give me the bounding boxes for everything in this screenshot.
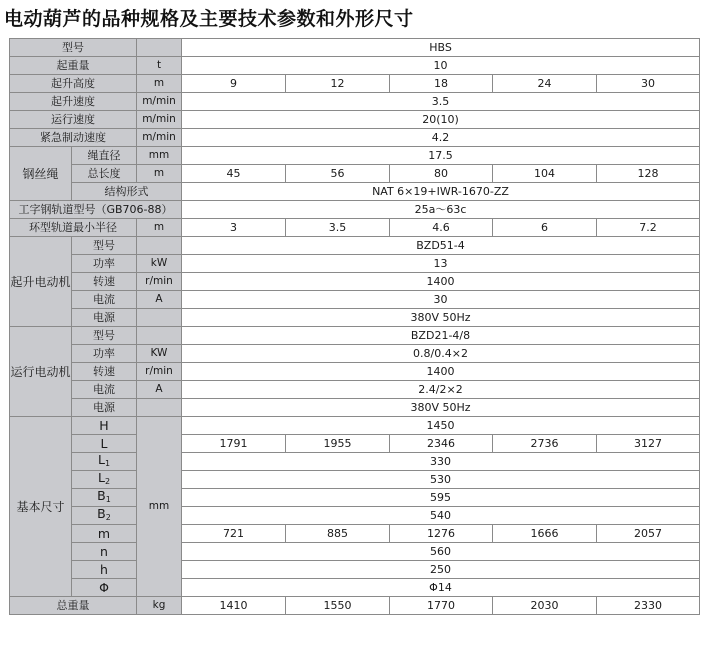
group-label-dimensions: 基本尺寸 xyxy=(10,417,72,597)
unit-cell xyxy=(137,327,182,345)
value-cell: 1666 xyxy=(493,525,597,543)
table-row xyxy=(10,183,700,201)
value-cell: 1400 xyxy=(182,363,700,381)
value-cell: 2057 xyxy=(597,525,700,543)
value-cell: 3.5 xyxy=(182,93,700,111)
table-row xyxy=(10,255,700,273)
value-cell: BZD21-4/8 xyxy=(182,327,700,345)
value-cell: 30 xyxy=(597,75,700,93)
value-cell: 885 xyxy=(286,525,390,543)
value-cell: 330 xyxy=(182,453,700,471)
row-label: 结构形式 xyxy=(72,183,182,201)
value-cell: 18 xyxy=(390,75,493,93)
row-label: 功率 xyxy=(72,345,137,363)
value-cell: 30 xyxy=(182,291,700,309)
unit-cell: m xyxy=(137,165,182,183)
row-label: L xyxy=(72,435,137,453)
row-label: 起升速度 xyxy=(10,93,137,111)
unit-cell xyxy=(137,309,182,327)
unit-cell: t xyxy=(137,57,182,75)
row-label: 电源 xyxy=(72,309,137,327)
table-row xyxy=(10,345,700,363)
unit-cell: kg xyxy=(137,597,182,615)
row-label: Φ xyxy=(72,579,137,597)
table-row xyxy=(10,363,700,381)
row-label: $B_2$ xyxy=(72,507,137,525)
table-row xyxy=(10,381,700,399)
row-label: 电源 xyxy=(72,399,137,417)
value-cell: 1400 xyxy=(182,273,700,291)
group-label-rope: 钢丝绳 xyxy=(10,147,72,201)
row-label: 起重量 xyxy=(10,57,137,75)
unit-cell xyxy=(137,39,182,57)
unit-cell: m xyxy=(137,75,182,93)
value-cell: 4.2 xyxy=(182,129,700,147)
row-label: 型号 xyxy=(10,39,137,57)
table-row xyxy=(10,399,700,417)
table-row xyxy=(10,309,700,327)
unit-cell: r/min xyxy=(137,363,182,381)
value-cell: 24 xyxy=(493,75,597,93)
unit-cell: m/min xyxy=(137,129,182,147)
value-cell: 4.6 xyxy=(390,219,493,237)
value-cell: 9 xyxy=(182,75,286,93)
table-row xyxy=(10,129,700,147)
row-label: $L_2$ xyxy=(72,471,137,489)
value-cell: 2030 xyxy=(493,597,597,615)
unit-cell: mm xyxy=(137,417,182,597)
row-label: 型号 xyxy=(72,327,137,345)
table-row xyxy=(10,219,700,237)
table-row xyxy=(10,579,700,597)
value-cell: 17.5 xyxy=(182,147,700,165)
row-label: 起升高度 xyxy=(10,75,137,93)
row-label: 电流 xyxy=(72,381,137,399)
table-row xyxy=(10,165,700,183)
value-cell: NAT 6×19+IWR-1670-ZZ xyxy=(182,183,700,201)
value-cell: 1276 xyxy=(390,525,493,543)
row-label: $B_1$ xyxy=(72,489,137,507)
value-cell: 530 xyxy=(182,471,700,489)
table-row xyxy=(10,597,700,615)
table-row xyxy=(10,453,700,471)
row-label: 紧急制动速度 xyxy=(10,129,137,147)
value-cell: 12 xyxy=(286,75,390,93)
row-label: 功率 xyxy=(72,255,137,273)
value-cell: 380V 50Hz xyxy=(182,399,700,417)
value-cell: 1955 xyxy=(286,435,390,453)
table-row xyxy=(10,201,700,219)
row-label: 电流 xyxy=(72,291,137,309)
table-row xyxy=(10,489,700,507)
value-cell: 3.5 xyxy=(286,219,390,237)
row-label: 型号 xyxy=(72,237,137,255)
row-label: 总重量 xyxy=(10,597,137,615)
value-cell: 2330 xyxy=(597,597,700,615)
value-cell: 2736 xyxy=(493,435,597,453)
value-cell: 250 xyxy=(182,561,700,579)
row-label: 运行速度 xyxy=(10,111,137,129)
table-row xyxy=(10,525,700,543)
table-row xyxy=(10,93,700,111)
row-label: $L_1$ xyxy=(72,453,137,471)
value-cell: 45 xyxy=(182,165,286,183)
table-row xyxy=(10,471,700,489)
value-cell: 1791 xyxy=(182,435,286,453)
unit-cell: r/min xyxy=(137,273,182,291)
value-cell: 2.4/2×2 xyxy=(182,381,700,399)
row-label: 总长度 xyxy=(72,165,137,183)
value-cell: BZD51-4 xyxy=(182,237,700,255)
value-cell: 0.8/0.4×2 xyxy=(182,345,700,363)
value-cell: 380V 50Hz xyxy=(182,309,700,327)
row-label: m xyxy=(72,525,137,543)
value-cell: 560 xyxy=(182,543,700,561)
row-label: n xyxy=(72,543,137,561)
value-cell: 6 xyxy=(493,219,597,237)
value-cell: 10 xyxy=(182,57,700,75)
unit-cell: m/min xyxy=(137,93,182,111)
value-cell: 104 xyxy=(493,165,597,183)
table-row xyxy=(10,147,700,165)
value-cell: 1550 xyxy=(286,597,390,615)
table-row xyxy=(10,75,700,93)
unit-cell: mm xyxy=(137,147,182,165)
table-row xyxy=(10,327,700,345)
row-label: 转速 xyxy=(72,363,137,381)
page-title: 电动葫芦的品种规格及主要技术参数和外形尺寸 xyxy=(4,8,414,30)
group-label-hoist-motor: 起升电动机 xyxy=(10,237,72,327)
table-row xyxy=(10,111,700,129)
value-cell: 13 xyxy=(182,255,700,273)
table-row xyxy=(10,507,700,525)
value-cell: 3 xyxy=(182,219,286,237)
table-row xyxy=(10,435,700,453)
value-cell: 80 xyxy=(390,165,493,183)
unit-cell xyxy=(137,399,182,417)
value-cell: 595 xyxy=(182,489,700,507)
unit-cell: m/min xyxy=(137,111,182,129)
table-row xyxy=(10,273,700,291)
row-label: h xyxy=(72,561,137,579)
table-row xyxy=(10,417,700,435)
unit-cell: KW xyxy=(137,345,182,363)
unit-cell: m xyxy=(137,219,182,237)
value-cell: 1770 xyxy=(390,597,493,615)
unit-cell: A xyxy=(137,381,182,399)
value-cell: Φ14 xyxy=(182,579,700,597)
unit-cell xyxy=(137,237,182,255)
value-cell: HBS xyxy=(182,39,700,57)
group-label-travel-motor: 运行电动机 xyxy=(10,327,72,417)
table-row xyxy=(10,39,700,57)
table-row xyxy=(10,57,700,75)
table-row xyxy=(10,543,700,561)
value-cell: 128 xyxy=(597,165,700,183)
unit-cell: kW xyxy=(137,255,182,273)
value-cell: 7.2 xyxy=(597,219,700,237)
value-cell: 3127 xyxy=(597,435,700,453)
row-label: 环型轨道最小半径 xyxy=(10,219,137,237)
value-cell: 540 xyxy=(182,507,700,525)
spec-table xyxy=(9,38,700,615)
row-label: 工字钢轨道型号（GB706-88） xyxy=(10,201,182,219)
value-cell: 56 xyxy=(286,165,390,183)
value-cell: 1410 xyxy=(182,597,286,615)
table-row xyxy=(10,291,700,309)
table-row xyxy=(10,237,700,255)
value-cell: 2346 xyxy=(390,435,493,453)
value-cell: 25a～63c xyxy=(182,201,700,219)
unit-cell: A xyxy=(137,291,182,309)
table-row xyxy=(10,561,700,579)
value-cell: 20(10) xyxy=(182,111,700,129)
row-label: 绳直径 xyxy=(72,147,137,165)
row-label: 转速 xyxy=(72,273,137,291)
value-cell: 721 xyxy=(182,525,286,543)
value-cell: 1450 xyxy=(182,417,700,435)
row-label: H xyxy=(72,417,137,435)
